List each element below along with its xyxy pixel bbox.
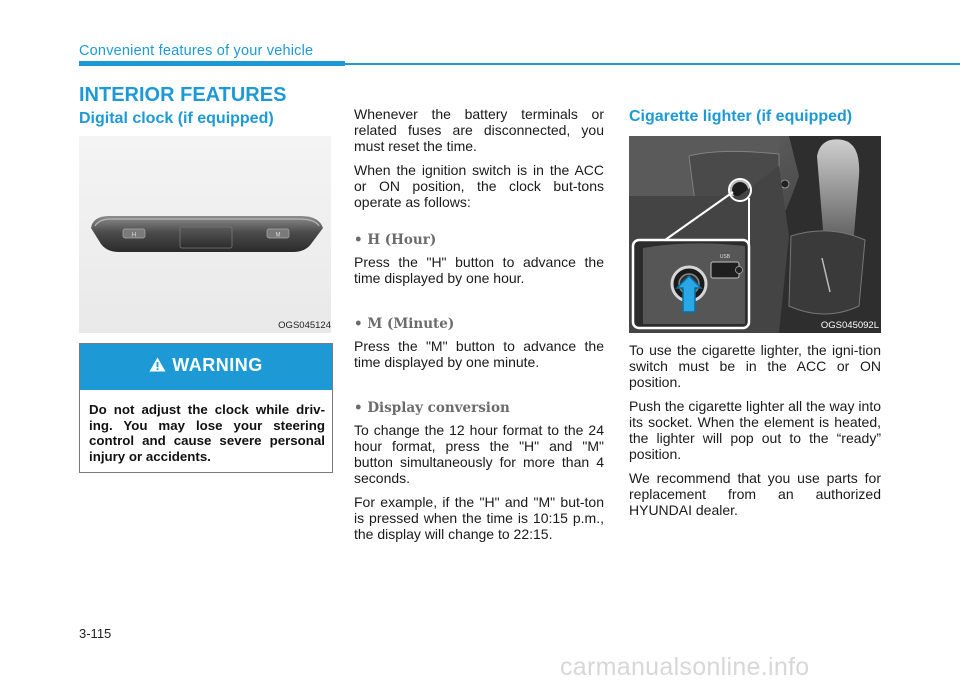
usb-port-label: USB	[719, 254, 731, 260]
warning-triangle-icon	[149, 357, 166, 372]
warning-text: Do not adjust the clock while driv-ing. You may lose your steering control and cause severe personal injury or accidents.	[89, 402, 325, 464]
page-title: INTERIOR FEATURES	[79, 84, 287, 106]
minute-subheading: • M (Minute)	[354, 316, 455, 332]
minute-button-label: M	[275, 232, 281, 239]
lighter-instructions	[629, 342, 881, 526]
warning-title	[80, 355, 332, 376]
display-subheading: • Display conversion	[354, 400, 510, 416]
lighter-illustration	[629, 136, 881, 333]
clock-instructions	[354, 106, 604, 550]
lighter-image-code: OGS045092L	[820, 320, 879, 331]
clock-heading: Digital clock (if equipped)	[79, 110, 274, 127]
hour-subheading: • H (Hour)	[354, 232, 437, 248]
warning-header	[80, 344, 332, 390]
clock-image	[79, 136, 331, 333]
hour-button-label: H	[131, 232, 137, 239]
lighter-paragraph-1: To use the cigarette lighter, the igni-tion switch must be in the ACC or ON position.	[629, 342, 881, 390]
minute-text: Press the "M" button to advance the time displayed by one minute.	[354, 338, 604, 370]
display-text-2: For example, if the "H" and "M" but-ton is pressed when the time is 10:15 p.m., the display will change to 22:15.	[354, 494, 604, 542]
clock-paragraph-2: When the ignition switch is in the ACC or ON position, the clock but-tons operate as follows:	[354, 162, 604, 210]
page-number: 3-115	[79, 626, 112, 641]
lighter-paragraph-3: We recommend that you use parts for replacement from an authorized HYUNDAI dealer.	[629, 470, 881, 518]
display-text-1: To change the 12 hour format to the 24 hour format, press the "H" and "M" button simultaneously for more than 4 seconds.	[354, 422, 604, 486]
watermark: carmanualsonline.info	[560, 653, 810, 681]
hour-text: Press the "H" button to advance the time displayed by one hour.	[354, 254, 604, 286]
clock-image-code: OGS045124	[278, 320, 331, 331]
clock-illustration	[79, 136, 331, 333]
warning-title-text: WARNING	[172, 355, 263, 375]
lighter-heading: Cigarette lighter (if equipped)	[629, 108, 853, 125]
header-rule	[79, 63, 960, 65]
section-header: Convenient features of your vehicle	[79, 43, 314, 59]
clock-paragraph-1: Whenever the battery terminals or related fuses are disconnected, you must reset the time.	[354, 106, 604, 154]
lighter-image	[629, 136, 881, 333]
lighter-paragraph-2: Push the cigarette lighter all the way into its socket. When the element is heated, the lighter will pop out to the “ready” position.	[629, 398, 881, 462]
warning-box	[79, 343, 333, 473]
